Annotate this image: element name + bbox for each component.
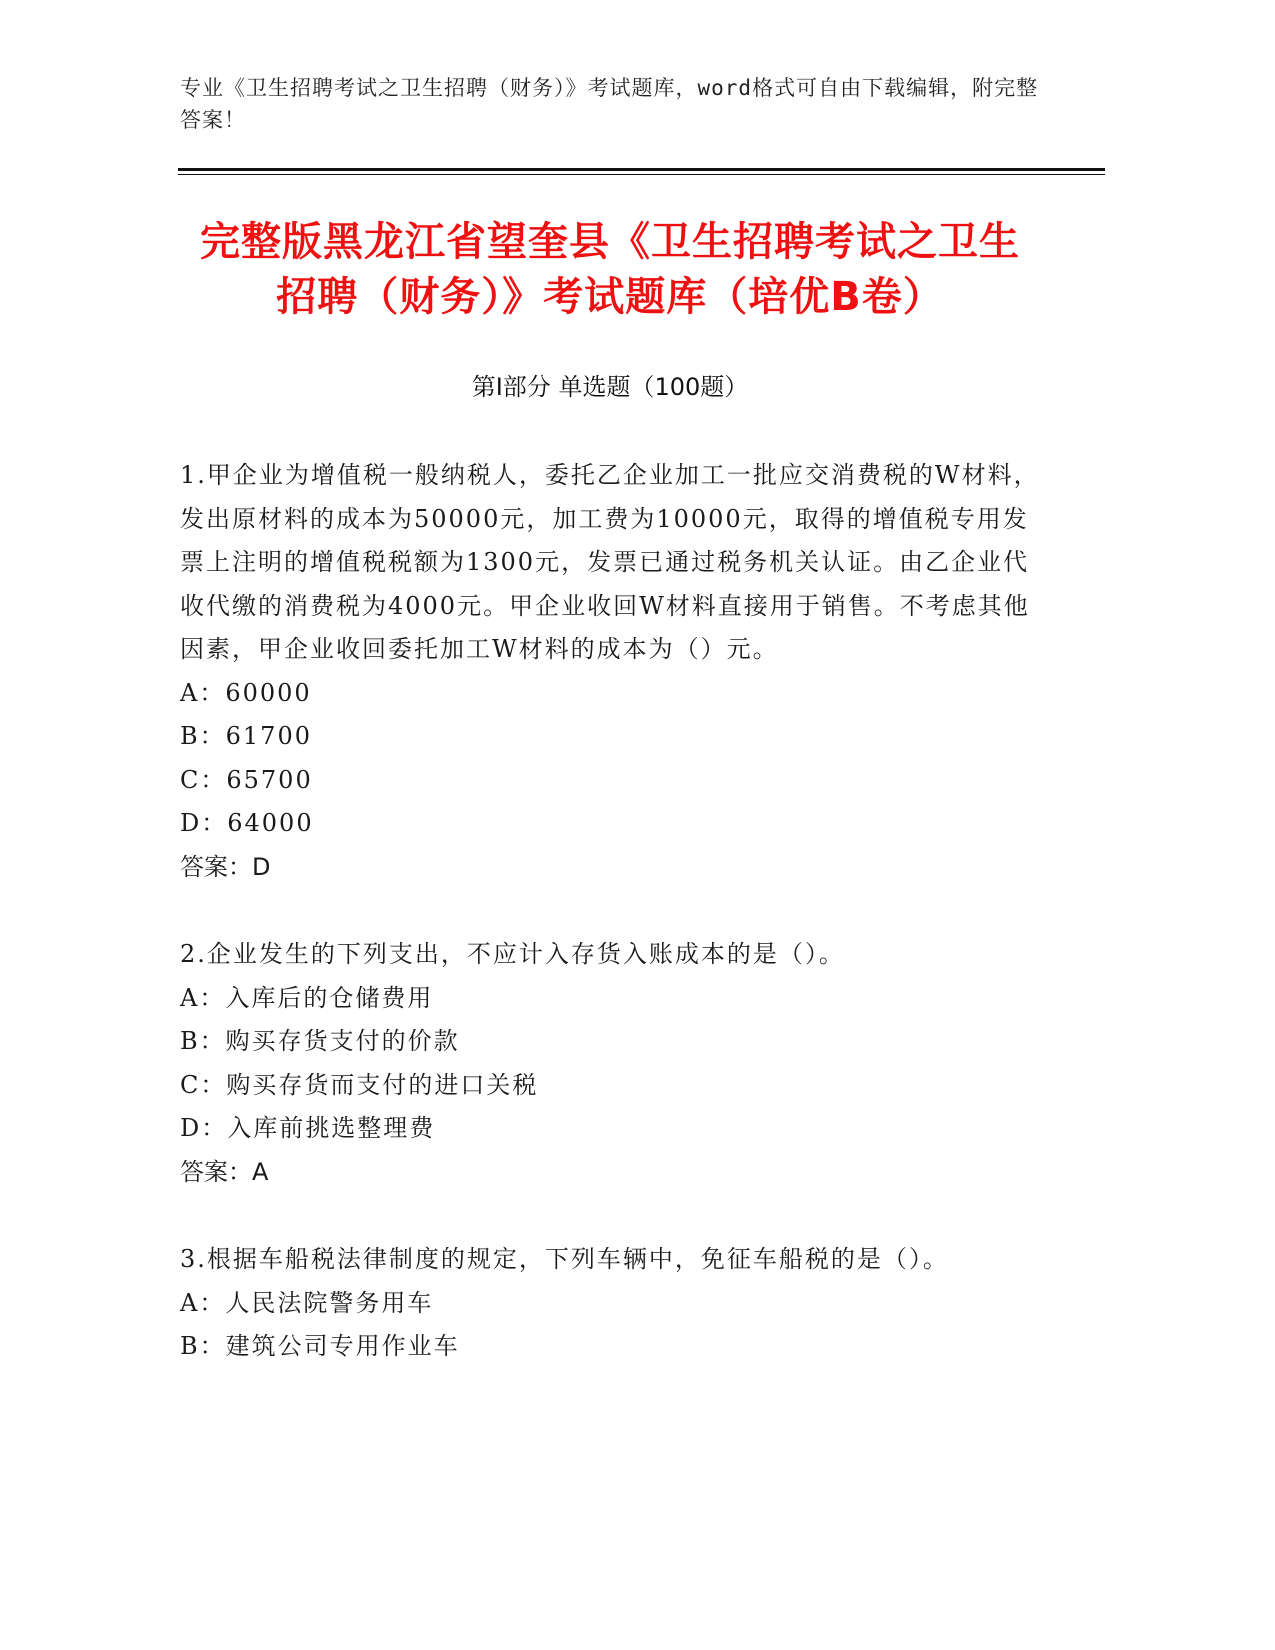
question-list <box>180 454 1040 1413</box>
option-a: A：60000 <box>180 678 312 707</box>
option-c: C：65700 <box>180 765 313 794</box>
section-title: 第Ⅰ部分 单选题（100题） <box>471 373 749 401</box>
header-note: 专业《卫生招聘考试之卫生招聘（财务）》考试题库，word格式可自由下载编辑，附完整答案！ <box>180 76 1039 132</box>
option-b: B：61700 <box>180 722 312 750</box>
question-stem: 1.甲企业为增值税一般纳税人，委托乙企业加工一批应交消费税的W材料，发出原材料的成本为50000元，加工费为10000元，取得的增值税专用发票上注明的增值税税额为1300元，发票已通过税务机关认证。由乙企业代收代缴的消费税为4000元。甲企业收回W材料直接用于销售。不考虑其他因素，甲企业收回委托加工W材料的成本为（）元。 <box>180 461 1040 663</box>
question-stem: 3.根据车船税法律制度的规定，下列车辆中，免征车船税的是（）。 <box>180 1245 949 1273</box>
option-b: B：购买存货支付的价款 <box>180 1027 460 1055</box>
option-a: A：人民法院警务用车 <box>180 1288 434 1317</box>
answer: 答案：D <box>180 852 271 881</box>
option-a: A：入库后的仓储费用 <box>180 983 434 1012</box>
option-c: C：购买存货而支付的进口关税 <box>180 1070 539 1099</box>
header-divider-thin <box>178 174 1105 175</box>
option-d: D：入库前挑选整理费 <box>180 1114 436 1142</box>
option-b: B：建筑公司专用作业车 <box>180 1332 460 1360</box>
answer: 答案：A <box>180 1157 269 1186</box>
question-2 <box>180 933 1040 1194</box>
header-divider-thick <box>178 168 1105 171</box>
option-d: D：64000 <box>180 809 314 837</box>
question-3 <box>180 1238 1040 1369</box>
document-title: 完整版黑龙江省望奎县《卫生招聘考试之卫生招聘（财务）》考试题库（培优B卷） <box>200 219 1020 320</box>
question-1 <box>180 454 1040 889</box>
question-stem: 2.企业发生的下列支出，不应计入存货入账成本的是（）。 <box>180 940 845 968</box>
